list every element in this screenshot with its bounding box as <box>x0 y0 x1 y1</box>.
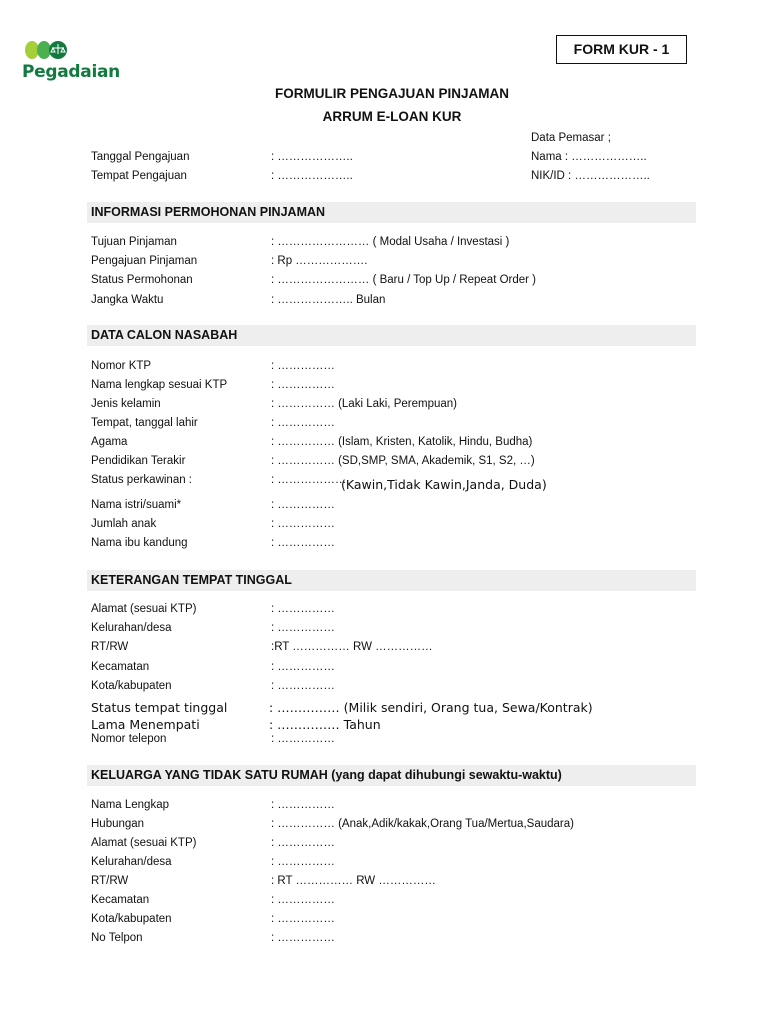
residence-row-label: Lama Menempati <box>91 717 200 732</box>
application-place-field[interactable]: : ……………….. <box>271 170 353 182</box>
family-row-label: No Telpon <box>91 932 143 944</box>
loan-row-label: Jangka Waktu <box>91 294 164 306</box>
residence-row-field[interactable]: : …………… <box>271 622 335 634</box>
residence-row-label: Nomor telepon <box>91 733 167 745</box>
customer-row-field[interactable]: : …………… <box>271 537 335 549</box>
residence-row-field[interactable]: : …………… (Milik sendiri, Orang tua, Sewa/Kontrak) <box>269 700 593 715</box>
application-date-field[interactable]: : ……………….. <box>271 151 353 163</box>
customer-row-field[interactable]: : ……………… <box>271 474 347 486</box>
residence-row-field[interactable]: : …………… <box>271 661 335 673</box>
pegadaian-wordmark: Pegadaian <box>22 62 120 82</box>
family-row-label: Kota/kabupaten <box>91 913 172 925</box>
residence-row-label: Alamat (sesuai KTP) <box>91 603 197 615</box>
family-row-label: Hubungan <box>91 818 145 830</box>
residence-row-label: Status tempat tinggal <box>91 700 228 715</box>
residence-row-field[interactable]: : …………… <box>271 733 335 745</box>
residence-row-label: Kota/kabupaten <box>91 680 172 692</box>
customer-row-label: Tempat, tanggal lahir <box>91 417 198 429</box>
family-row-field[interactable]: : …………… <box>271 932 335 944</box>
residence-section-header <box>87 570 696 591</box>
family-row-field[interactable]: : …………… <box>271 837 335 849</box>
customer-row-field[interactable]: : …………… <box>271 499 335 511</box>
family-row-label: Kelurahan/desa <box>91 856 172 868</box>
customer-row-label: Nama lengkap sesuai KTP <box>91 379 228 391</box>
marketer-heading: Data Pemasar ; <box>531 132 611 144</box>
family-section-title: KELUARGA YANG TIDAK SATU RUMAH (yang dapat dihubungi sewaktu-waktu) <box>91 768 562 782</box>
pegadaian-logo <box>22 38 120 86</box>
customer-row-label: Nomor KTP <box>91 360 152 372</box>
family-row-label: Nama Lengkap <box>91 799 169 811</box>
family-row-field[interactable]: : …………… <box>271 913 335 925</box>
customer-row-field[interactable]: : …………… (SD,SMP, SMA, Akademik, S1, S2, …) <box>271 455 535 467</box>
residence-row-field[interactable]: : …………… <box>271 680 335 692</box>
loan-row-field[interactable]: : Rp ………………. <box>271 255 368 267</box>
loan-row-label: Status Permohonan <box>91 274 193 286</box>
customer-row-label: Nama istri/suami* <box>91 499 182 511</box>
loan-row-label: Pengajuan Pinjaman <box>91 255 198 267</box>
loan-row-field[interactable]: : ……………….. Bulan <box>271 294 386 306</box>
loan-section-header <box>87 202 696 223</box>
form-title: FORMULIR PENGAJUAN PINJAMAN <box>274 86 509 101</box>
customer-section-title: DATA CALON NASABAH <box>91 328 238 342</box>
customer-section-header <box>87 325 696 346</box>
residence-row-label: RT/RW <box>91 641 129 653</box>
form-subtitle: ARRUM E-LOAN KUR <box>322 109 462 124</box>
application-date-label: Tanggal Pengajuan <box>91 151 190 163</box>
customer-row-label: Jumlah anak <box>91 518 157 530</box>
customer-row-label: Nama ibu kandung <box>91 537 188 549</box>
customer-row-field[interactable]: : …………… <box>271 518 335 530</box>
application-place-label: Tempat Pengajuan <box>91 170 187 182</box>
customer-row-field[interactable]: : …………… <box>271 360 335 372</box>
family-row-field[interactable]: : …………… <box>271 894 335 906</box>
family-row-label: Alamat (sesuai KTP) <box>91 837 197 849</box>
family-row-field[interactable]: : …………… <box>271 856 335 868</box>
family-row-label: RT/RW <box>91 875 129 887</box>
customer-row-label: Status perkawinan : <box>91 474 193 486</box>
residence-row-label: Kelurahan/desa <box>91 622 172 634</box>
customer-row-label: Pendidikan Terakir <box>91 455 186 467</box>
marketer-name-field[interactable]: Nama : ……………….. <box>531 151 647 163</box>
customer-row-field[interactable]: : …………… <box>271 379 335 391</box>
customer-row-label: Jenis kelamin <box>91 398 161 410</box>
residence-row-field[interactable]: : …………… <box>271 603 335 615</box>
marketer-nik-field[interactable]: NIK/ID : ……………….. <box>531 170 650 182</box>
marital-status-options: (Kawin,Tidak Kawin,Janda, Duda) <box>341 477 547 492</box>
pegadaian-emblem-icon <box>22 38 82 62</box>
customer-row-field[interactable]: : …………… (Laki Laki, Perempuan) <box>271 398 457 410</box>
loan-row-field[interactable]: : …………………… ( Modal Usaha / Investasi ) <box>271 236 510 248</box>
loan-row-field[interactable]: : …………………… ( Baru / Top Up / Repeat Order ) <box>271 274 536 286</box>
customer-row-field[interactable]: : …………… (Islam, Kristen, Katolik, Hindu, Budha) <box>271 436 533 448</box>
loan-section-title: INFORMASI PERMOHONAN PINJAMAN <box>91 205 326 219</box>
residence-row-label: Kecamatan <box>91 661 150 673</box>
residence-section-title: KETERANGAN TEMPAT TINGGAL <box>91 573 292 587</box>
residence-row-field[interactable]: : …………… Tahun <box>269 717 381 732</box>
customer-row-field[interactable]: : …………… <box>271 417 335 429</box>
family-row-field[interactable]: : …………… <box>271 799 335 811</box>
loan-row-label: Tujuan Pinjaman <box>91 236 177 248</box>
family-row-field[interactable]: : RT …………… RW …………… <box>271 875 436 887</box>
family-row-field[interactable]: : …………… (Anak,Adik/kakak,Orang Tua/Mertua,Saudara) <box>271 818 574 830</box>
form-code-box: FORM KUR - 1 <box>556 35 687 64</box>
family-section-header <box>87 765 696 786</box>
residence-row-field[interactable]: :RT …………… RW …………… <box>271 641 433 653</box>
family-row-label: Kecamatan <box>91 894 150 906</box>
customer-row-label: Agama <box>91 436 128 448</box>
